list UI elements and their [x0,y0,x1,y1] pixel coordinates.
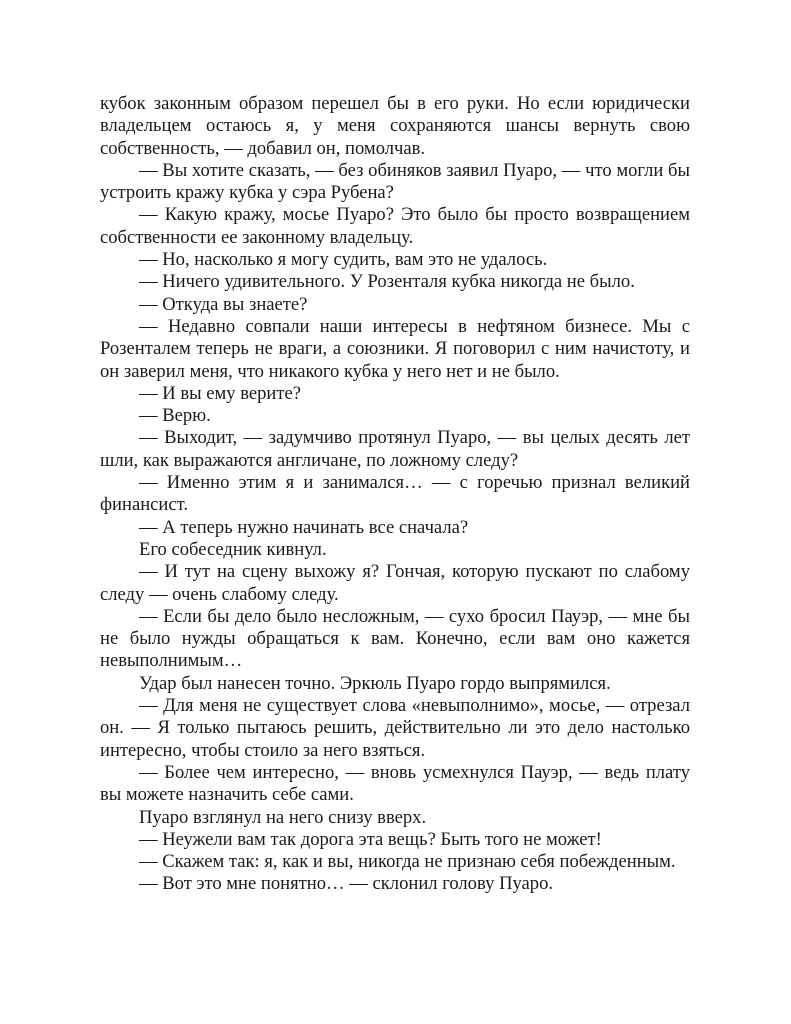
paragraph: — Для меня не существует слова «невыполнимо», мосье, — отрезал он. — Я только пытаюсь решить, действительно ли это дело настолько интересно, чтобы стоило за него взяться. [100,695,690,761]
paragraph: Его собеседник кивнул. [139,538,327,560]
paragraph: — Вы хотите сказать, — без обиняков заявил Пуаро, — что могли бы устроить кражу кубка у сэра Рубена? [100,159,690,204]
paragraph: — Если бы дело было несложным, — сухо бросил Пауэр, — мне бы не было нужды обращаться к вам. Конечно, если вам оно кажется невыполнимым… [100,605,690,672]
paragraph: — Вот это мне понятно… — склонил голову Пуаро. [139,873,554,895]
paragraph: — А теперь нужно начинать все сначала? [139,516,469,538]
paragraph: Удар был нанесен точно. Эркюль Пуаро гордо выпрямился. [139,672,611,694]
paragraph: кубок законным образом перешел бы в его руки. Но если юридически владельцем остаюсь я, у меня сохраняются шансы вернуть свою собственность, — добавил он, помолчав. [100,93,690,159]
paragraph: — Более чем интересно, — вновь усмехнулся Пауэр, — ведь плату вы можете назначить себе сами. [100,761,690,806]
paragraph: — И вы ему верите? [139,382,302,404]
paragraph: Пуаро взглянул на него снизу вверх. [139,806,427,828]
paragraph: — Откуда вы знаете? [139,293,308,315]
paragraph: — Недавно совпали наши интересы в нефтяном бизнесе. Мы с Розенталем теперь не враги, а союзники. Я поговорил с ним начистоту, и он заверил меня, что никакого кубка у него нет и не было. [100,315,690,382]
paragraph: — Какую кражу, мосье Пуаро? Это было бы просто возвращением собственности ее законному владельцу. [100,204,690,248]
paragraph: — И тут на сцену выхожу я? Гончая, которую пускают по слабому следу — очень слабому следу. [100,561,690,605]
paragraph: — Ничего удивительного. У Розенталя кубка никогда не было. [139,271,635,293]
page-body [100,93,690,896]
paragraph: — Верю. [139,405,211,427]
paragraph: — Выходит, — задумчиво протянул Пуаро, — вы целых десять лет шли, как выражаются англичане, по ложному следу? [100,427,690,471]
paragraph: — Неужели вам так дорога эта вещь? Быть того не может! [139,828,602,850]
paragraph: — Именно этим я и занимался… — с горечью признал великий финансист. [100,472,690,516]
paragraph: — Но, насколько я могу судить, вам это не удалось. [139,249,548,271]
paragraph: — Скажем так: я, как и вы, никогда не признаю себя побежденным. [139,851,676,873]
